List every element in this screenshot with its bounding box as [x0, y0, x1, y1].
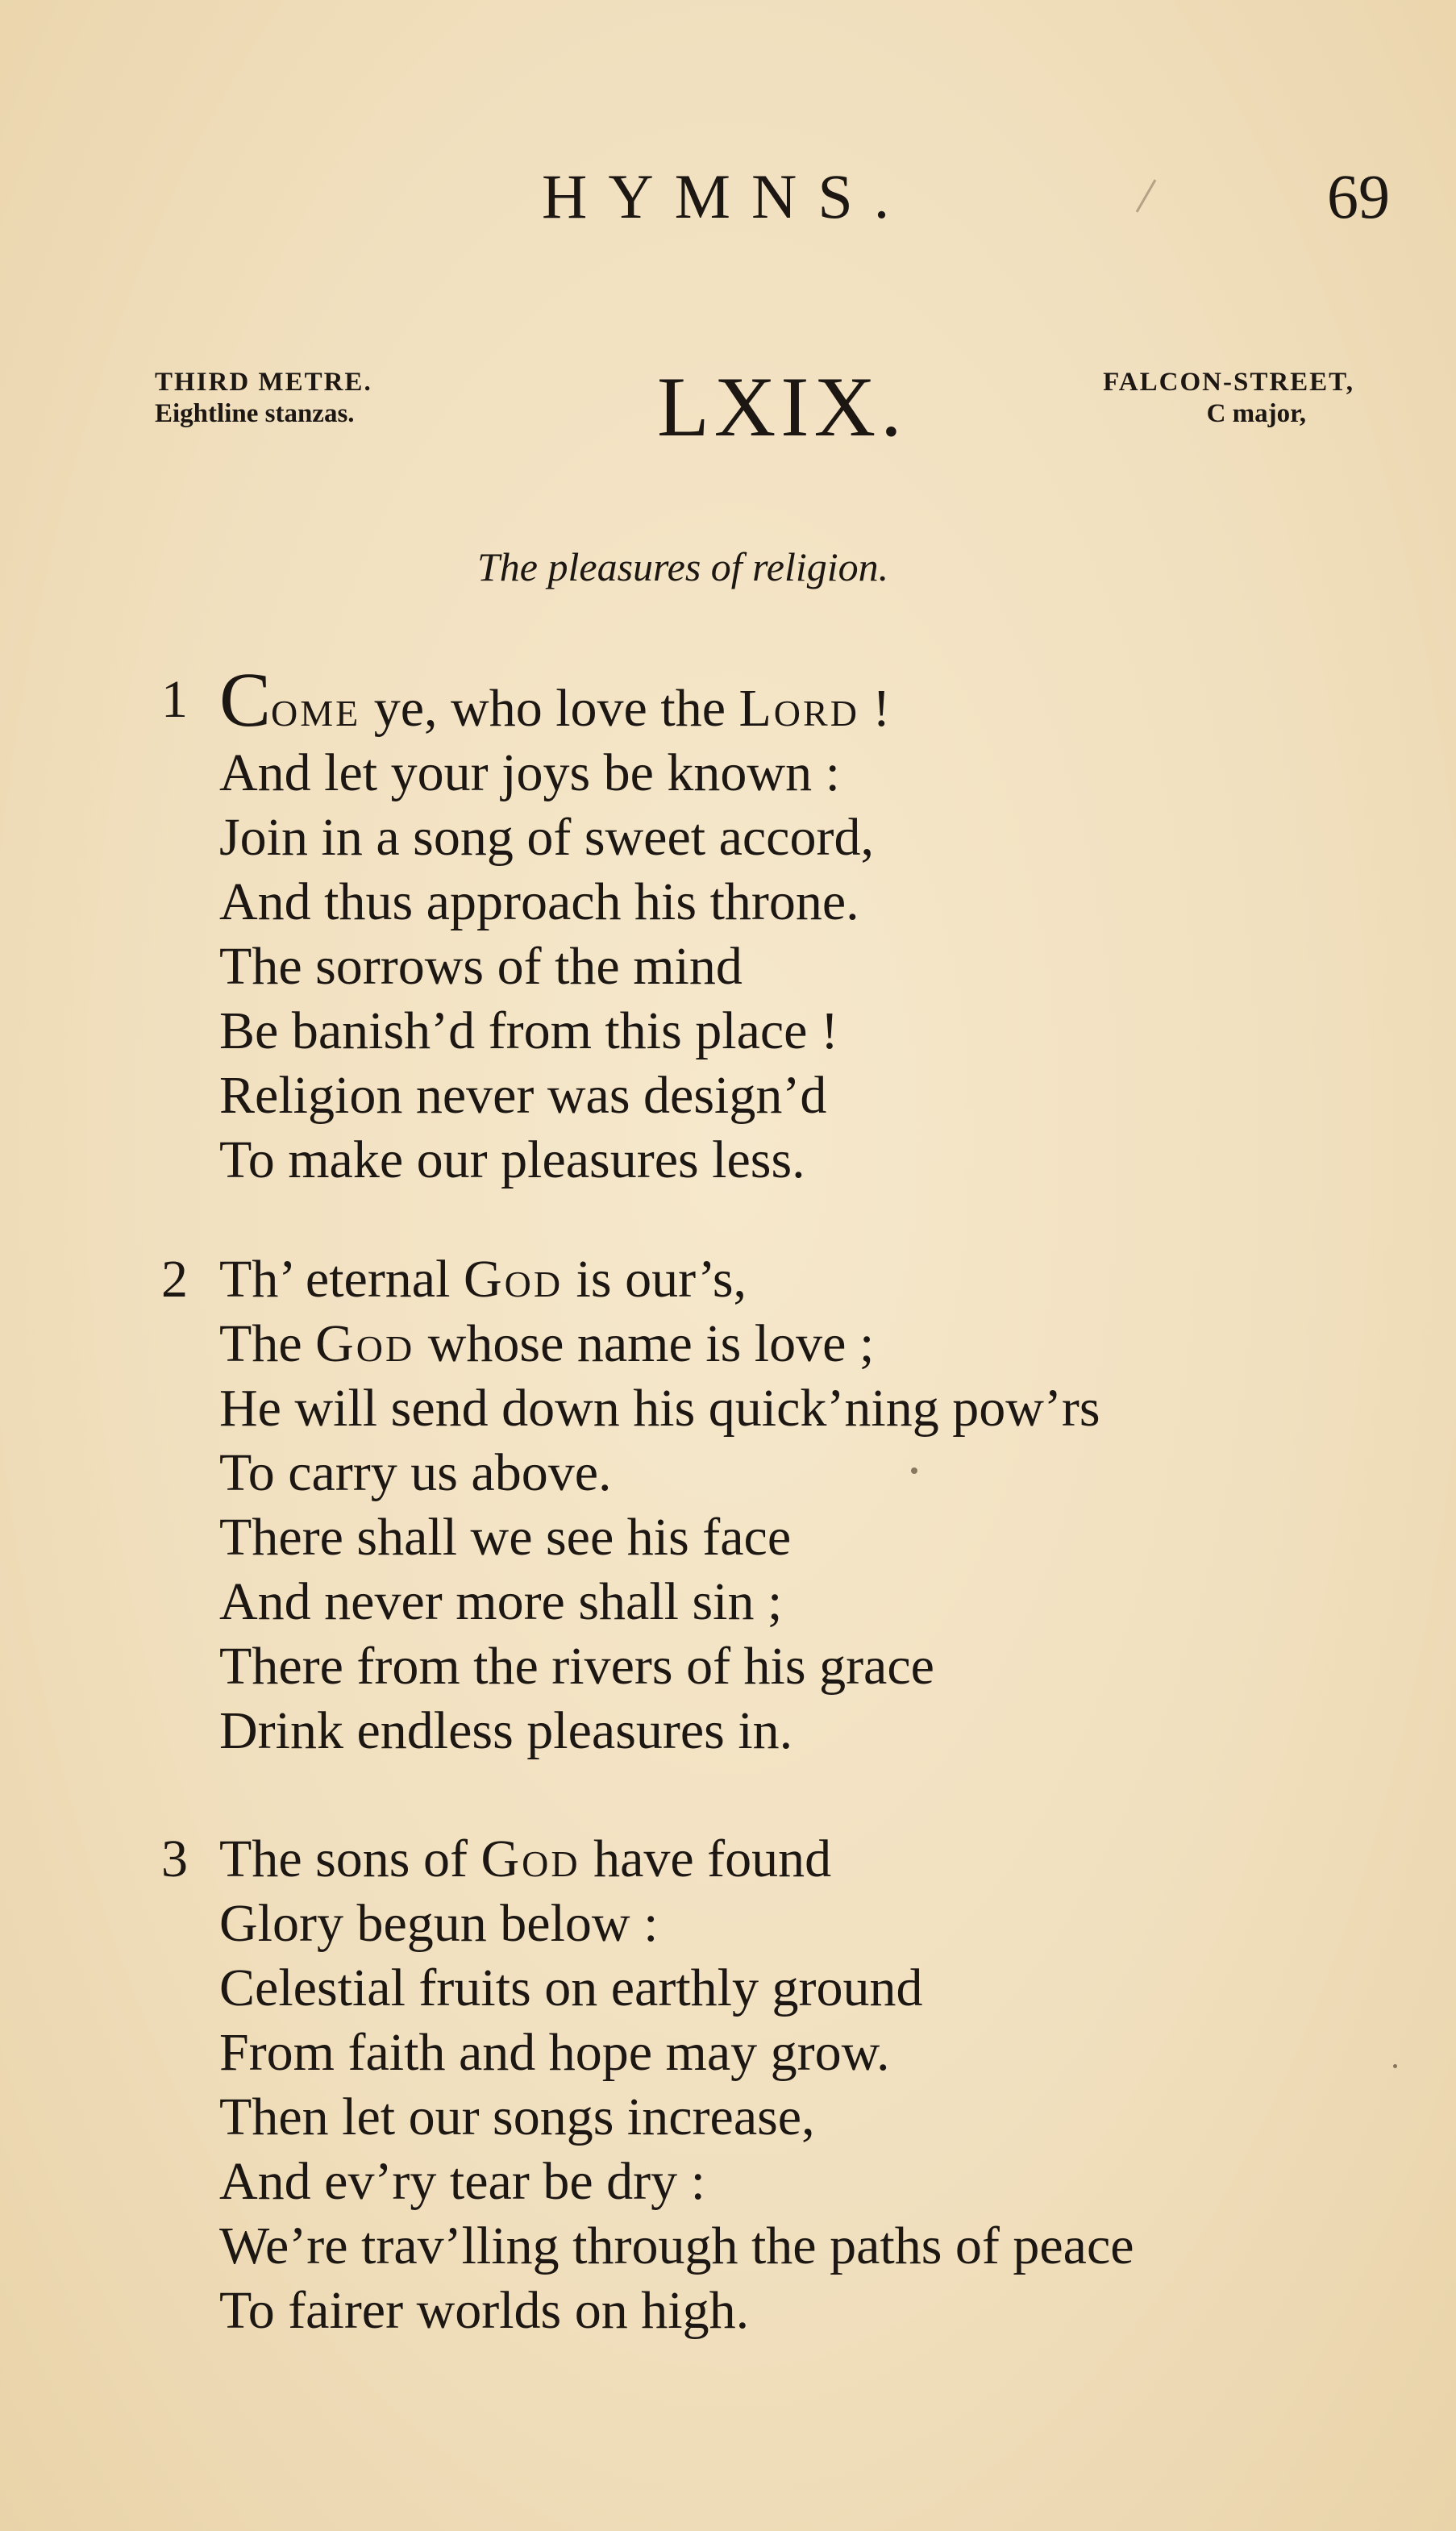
verse-number: 2 [161, 1250, 188, 1309]
verse-line: And thus approach his throne. [219, 872, 859, 931]
verse-line: Drink endless pleasures in. [219, 1701, 793, 1760]
tune-info [1048, 369, 1354, 427]
verse-line: And never more shall sin ; [219, 1572, 783, 1631]
meter-label: THIRD METRE. [155, 368, 372, 397]
page-number: 69 [1327, 161, 1390, 231]
verse-line: And ev’ry tear be dry : [219, 2152, 705, 2211]
verse-number: 1 [161, 670, 188, 729]
verse-line: To fairer worlds on high. [219, 2281, 750, 2340]
meter-info [155, 369, 372, 427]
verse-line: There shall we see his face [219, 1508, 792, 1567]
verse-line: From faith and hope may grow. [219, 2023, 890, 2082]
verse-lines [219, 656, 891, 1193]
verse-line: To make our pleasures less. [219, 1130, 805, 1189]
tune-key: C major, [1206, 399, 1306, 428]
verse-line: And let your joys be known : [219, 743, 840, 802]
verse-line: Join in a song of sweet accord, [219, 808, 874, 867]
verse-lines [219, 1247, 1100, 1763]
verse-line: Then let our songs increase, [219, 2088, 815, 2146]
verse-line: The sorrows of the mind [219, 937, 743, 996]
verse-line: There from the rivers of his grace [219, 1637, 934, 1696]
verse-number: 3 [161, 1830, 188, 1888]
printer-mark [1136, 179, 1157, 212]
verse-lines [219, 1827, 1134, 2343]
ink-speck [911, 1467, 917, 1474]
verse-line: He will send down his quick’ning pow’rs [219, 1379, 1100, 1438]
running-header: HYMNS. [542, 161, 911, 231]
verse-line: Celestial fruits on earthly ground [219, 1959, 923, 2017]
verse-line: The God whose name is love ; [219, 1314, 875, 1373]
verse-line: The sons of God have found [219, 1830, 832, 1888]
verse-line: We’re trav’lling through the paths of peace [219, 2217, 1134, 2275]
verse-line: Th’ eternal God is our’s, [219, 1250, 747, 1309]
hymn-number: LXIX. [657, 360, 907, 454]
hymn-subtitle: The pleasures of religion. [477, 544, 889, 589]
tune-name: FALCON-STREET, [1103, 368, 1354, 397]
verse-line: To carry us above. [219, 1443, 612, 1502]
drop-capital: C [219, 656, 272, 743]
verse-line: Come ye, who love the Lord ! [219, 656, 891, 743]
verse-line: Religion never was design’d [219, 1066, 827, 1125]
verse-line: Be banish’d from this place ! [219, 1001, 838, 1060]
ink-speck [1393, 2064, 1397, 2068]
verse-line: Glory begun below : [219, 1894, 659, 1953]
stanza-form: Eightline stanzas. [155, 399, 355, 428]
